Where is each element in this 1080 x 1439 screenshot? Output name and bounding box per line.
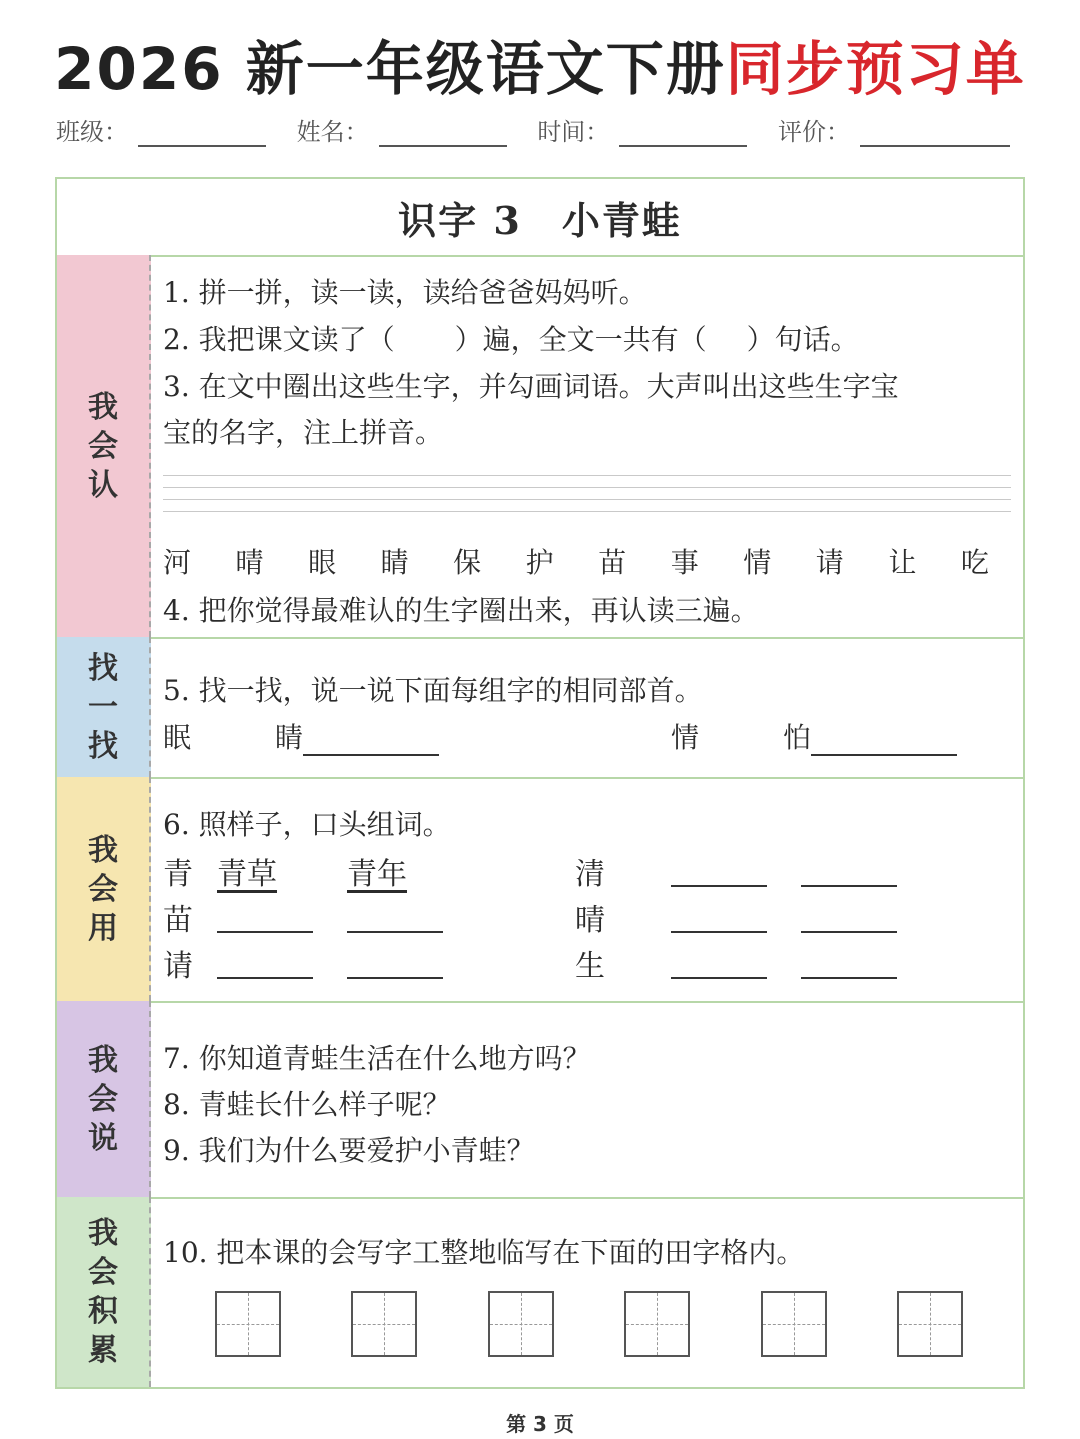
page-number: 第 3 页	[506, 1412, 574, 1436]
question-1: 1. 拼一拼，读一读，读给爸爸妈妈听。	[163, 276, 647, 309]
word-blank[interactable]	[671, 855, 767, 887]
worksheet	[55, 177, 1025, 1389]
new-character[interactable]: 吃	[960, 546, 989, 579]
time-field[interactable]: 时间：	[537, 112, 747, 147]
section-label-use: 我 会 用	[57, 777, 151, 1001]
class-blank[interactable]	[138, 117, 266, 147]
section-label-recognize: 我 会 认	[57, 255, 151, 637]
section-recognize	[57, 255, 1023, 639]
section-write	[57, 1197, 1023, 1387]
question-2: 2. 我把课文读了（ ）遍，全文一共有（ ）句话。	[163, 323, 859, 356]
word-blank[interactable]	[671, 901, 767, 933]
tianzige-box[interactable]	[351, 1291, 417, 1357]
question-10: 10. 把本课的会写字工整地临写在下面的田字格内。	[163, 1236, 805, 1269]
question-6: 6. 照样子，口头组词。	[163, 808, 451, 841]
new-character[interactable]: 保	[453, 546, 482, 579]
name-field[interactable]: 姓名：	[297, 112, 507, 147]
lesson-title: 识字 3 小青蛙	[57, 179, 1023, 257]
word-blank[interactable]	[347, 947, 443, 979]
word-blank[interactable]	[801, 855, 897, 887]
new-character[interactable]: 请	[815, 546, 844, 579]
new-character[interactable]: 护	[525, 546, 554, 579]
radical-pair-1: 眠 睛	[163, 716, 439, 756]
word-blank[interactable]	[801, 901, 897, 933]
evaluation-field[interactable]: 评价：	[778, 112, 1010, 147]
word-char: 生	[575, 949, 605, 984]
example-word: 青草	[217, 857, 277, 892]
word-char: 苗	[163, 903, 193, 938]
section-speak	[57, 1001, 1023, 1199]
new-character[interactable]: 苗	[598, 546, 627, 579]
pinyin-line[interactable]	[163, 499, 1011, 500]
new-character[interactable]: 情	[743, 546, 772, 579]
word-char: 请	[163, 949, 193, 984]
new-character[interactable]: 河	[163, 546, 192, 579]
evaluation-blank[interactable]	[860, 117, 1010, 147]
question-7: 7. 你知道青蛙生活在什么地方吗？	[163, 1042, 591, 1075]
tianzige-box[interactable]	[624, 1291, 690, 1357]
new-character[interactable]: 让	[888, 546, 917, 579]
question-3-line1: 3. 在文中圈出这些生字，并勾画词语。大声叫出这些生字宝	[163, 370, 899, 403]
example-char: 青	[163, 857, 193, 892]
question-4: 4. 把你觉得最难认的生字圈出来，再认读三遍。	[163, 594, 759, 627]
word-blank[interactable]	[671, 947, 767, 979]
question-5: 5. 找一找，说一说下面每组字的相同部首。	[163, 674, 703, 707]
section-label-speak: 我 会 说	[57, 1001, 151, 1197]
new-character[interactable]: 事	[670, 546, 699, 579]
time-blank[interactable]	[619, 117, 747, 147]
section-label-find: 找 一 找	[57, 637, 151, 777]
word-char: 晴	[575, 903, 605, 938]
name-blank[interactable]	[379, 117, 507, 147]
section-find	[57, 637, 1023, 779]
pinyin-line[interactable]	[163, 475, 1011, 476]
new-character[interactable]: 睛	[380, 546, 409, 579]
word-blank[interactable]	[347, 901, 443, 933]
question-9: 9. 我们为什么要爱护小青蛙？	[163, 1134, 535, 1167]
pinyin-line[interactable]	[163, 487, 1011, 488]
pinyin-line[interactable]	[163, 511, 1011, 512]
tianzige-row	[215, 1291, 963, 1357]
word-blank[interactable]	[217, 901, 313, 933]
word-blank[interactable]	[801, 947, 897, 979]
radical-answer-blank[interactable]	[303, 724, 439, 756]
section-label-write: 我 会 积 累	[57, 1197, 151, 1387]
new-character[interactable]: 晴	[235, 546, 264, 579]
new-characters-row	[163, 541, 989, 581]
word-char: 清	[575, 857, 605, 892]
word-blank[interactable]	[217, 947, 313, 979]
title-accent: 同步预习单	[725, 35, 1026, 103]
tianzige-box[interactable]	[761, 1291, 827, 1357]
worksheet-title: 2026 新一年级语文下册同步预习单	[54, 35, 1026, 103]
example-word: 青年	[347, 857, 407, 892]
radical-pair-2: 情 怕	[671, 716, 957, 756]
class-field[interactable]: 班级：	[56, 112, 266, 147]
student-info-row	[56, 112, 1010, 147]
question-8: 8. 青蛙长什么样子呢？	[163, 1088, 451, 1121]
radical-answer-blank[interactable]	[811, 724, 957, 756]
tianzige-box[interactable]	[215, 1291, 281, 1357]
section-use	[57, 777, 1023, 1003]
new-character[interactable]: 眼	[308, 546, 337, 579]
tianzige-box[interactable]	[897, 1291, 963, 1357]
tianzige-box[interactable]	[488, 1291, 554, 1357]
question-3-line2: 宝的名字，注上拼音。	[163, 416, 444, 449]
